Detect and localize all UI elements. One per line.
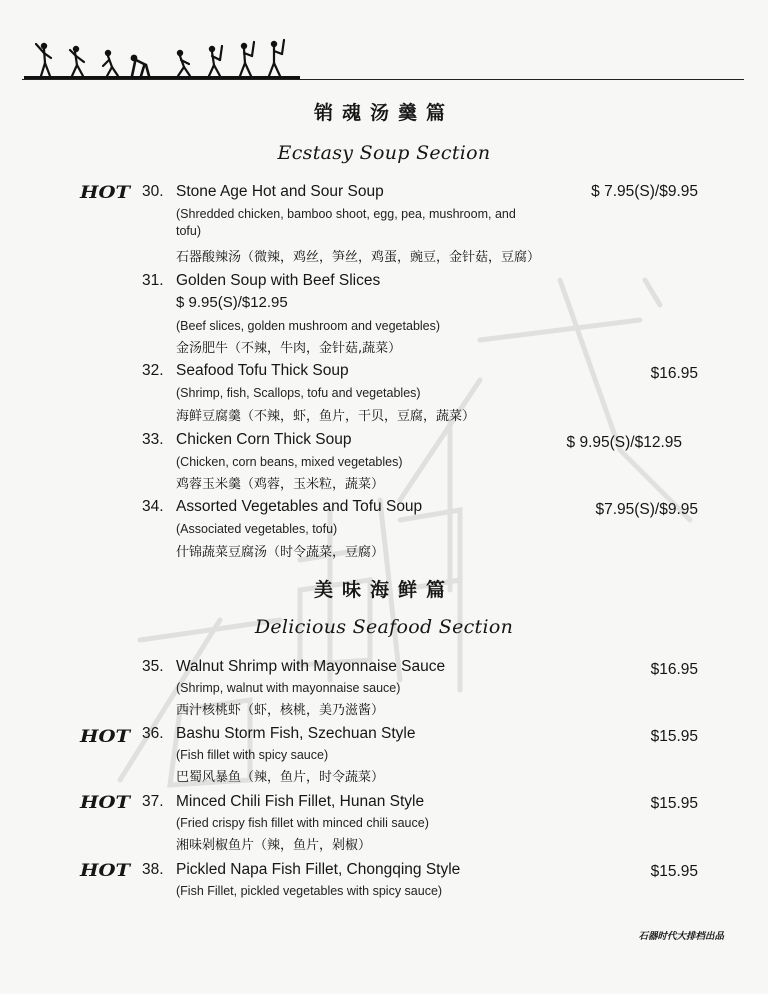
- item-price: $ 9.95(S)/$12.95: [566, 434, 682, 451]
- item-price: $16.95: [650, 661, 698, 678]
- hot-badge: HOT: [80, 861, 131, 881]
- hot-badge: HOT: [80, 727, 131, 747]
- item-name: Stone Age Hot and Sour Soup: [176, 183, 384, 200]
- item-number: 30.: [142, 183, 164, 200]
- soup-section-title-cn: 销魂汤羹篇: [313, 102, 454, 124]
- item-name: Walnut Shrimp with Mayonnaise Sauce: [176, 658, 446, 675]
- item-description-line: (Shredded chicken, bamboo shoot, egg, pea, mushroom, and: [176, 207, 516, 221]
- item-description: (Shrimp, walnut with mayonnaise sauce): [176, 681, 401, 695]
- item-description: [176, 206, 516, 240]
- item-description: (Shrimp, fish, Scallops, tofu and vegetables): [176, 386, 421, 400]
- soup-section-title-en: Ecstasy Soup Section: [277, 142, 491, 164]
- item-price: $15.95: [650, 795, 698, 812]
- item-name: Pickled Napa Fish Fillet, Chongqing Style: [176, 861, 461, 878]
- item-name-cn: 湘味剁椒鱼片（辣，鱼片，剁椒）: [176, 838, 372, 853]
- seafood-section-title-en: Delicious Seafood Section: [254, 616, 514, 638]
- item-number: 37.: [142, 793, 164, 810]
- item-price: $15.95: [650, 728, 698, 745]
- item-description-line: tofu): [176, 224, 202, 238]
- seafood-section-title-cn: 美味海鲜篇: [313, 579, 454, 601]
- item-description: (Chicken, corn beans, mixed vegetables): [176, 455, 403, 469]
- item-number: 36.: [142, 725, 164, 742]
- item-name-cn: 石器酸辣汤（微辣，鸡丝，笋丝，鸡蛋，豌豆，金针菇，豆腐）: [176, 250, 541, 265]
- human-evolution-silhouette-icon: [22, 36, 302, 82]
- item-name-cn: 海鲜豆腐羹（不辣，虾，鱼片，干贝，豆腐，蔬菜）: [176, 409, 476, 424]
- hot-badge: HOT: [80, 793, 131, 813]
- footer-credit: 石器时代大排档出品: [638, 931, 724, 942]
- item-number: 34.: [142, 498, 164, 515]
- item-name-cn: 西汁核桃虾（虾，核桃，美乃滋酱）: [176, 703, 385, 718]
- item-number: 33.: [142, 431, 164, 448]
- item-description: (Fish fillet with spicy sauce): [176, 748, 329, 762]
- item-price: $7.95(S)/$9.95: [595, 501, 698, 518]
- item-name: Seafood Tofu Thick Soup: [176, 362, 349, 379]
- item-number: 32.: [142, 362, 164, 379]
- item-number: 35.: [142, 658, 164, 675]
- item-name-cn: 鸡蓉玉米羹（鸡蓉，玉米粒，蔬菜）: [176, 477, 385, 492]
- item-description: (Beef slices, golden mushroom and vegetables): [176, 319, 441, 333]
- item-name: Golden Soup with Beef Slices: [176, 272, 381, 289]
- item-description: (Fried crispy fish fillet with minced chili sauce): [176, 816, 429, 830]
- item-name-cn: 什锦蔬菜豆腐汤（时令蔬菜，豆腐）: [176, 545, 385, 560]
- item-number: 38.: [142, 861, 164, 878]
- item-description: (Associated vegetables, tofu): [176, 522, 338, 536]
- item-name: Minced Chili Fish Fillet, Hunan Style: [176, 793, 425, 810]
- item-description: (Fish Fillet, pickled vegetables with spicy sauce): [176, 884, 443, 898]
- item-name: Assorted Vegetables and Tofu Soup: [176, 498, 423, 515]
- item-name-cn: 巴蜀风暴鱼（辣，鱼片，时令蔬菜）: [176, 770, 385, 785]
- hot-badge: HOT: [80, 183, 131, 203]
- header-rule: [22, 79, 744, 80]
- item-price: $ 7.95(S)/$9.95: [591, 183, 698, 200]
- item-price: $ 9.95(S)/$12.95: [176, 294, 288, 311]
- item-number: 31.: [142, 272, 164, 289]
- item-price: $15.95: [650, 863, 698, 880]
- item-name: Bashu Storm Fish, Szechuan Style: [176, 725, 416, 742]
- item-price: $16.95: [650, 365, 698, 382]
- item-name-cn: 金汤肥牛（不辣，牛肉，金针菇,蔬菜）: [176, 341, 402, 356]
- item-name: Chicken Corn Thick Soup: [176, 431, 352, 448]
